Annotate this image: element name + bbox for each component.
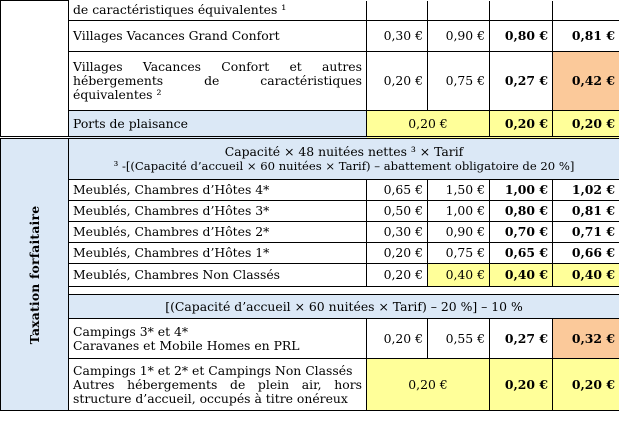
side-label: Taxation forfaitaire xyxy=(26,205,42,344)
table-row xyxy=(1,264,619,287)
table-row xyxy=(1,111,619,138)
row-label: Villages Vacances Confort et autres hébergements de caractéristiques équivalentes ² xyxy=(69,52,367,111)
row-label: Meublés, Chambres d’Hôtes 1* xyxy=(69,243,367,264)
table-row xyxy=(1,222,619,243)
table-row xyxy=(1,138,619,180)
value-cell-highlight: 0,32 € xyxy=(553,319,619,359)
row-label: Villages Vacances Grand Confort xyxy=(69,21,367,52)
table-row xyxy=(1,52,619,111)
table-row xyxy=(1,1,619,21)
row-label: Ports de plaisance xyxy=(69,111,367,138)
merged-value-cell: 0,20 € xyxy=(367,359,490,411)
value-cell: 0,81 € xyxy=(553,21,619,52)
row-label: Campings 1* et 2* et Campings Non Classés Autres hébergements de plein air, hors structure d’accueil, occupés à titre onéreux xyxy=(69,359,367,411)
value-cell: 0,20 € xyxy=(553,359,619,411)
value-cell: 0,40 € xyxy=(428,264,490,287)
value-cell: 0,20 € xyxy=(367,243,428,264)
row-label: Meublés, Chambres Non Classés xyxy=(69,264,367,287)
side-cell-forfaitaire xyxy=(1,138,69,411)
value-cell: 0,70 € xyxy=(490,222,553,243)
merged-value-cell: 0,20 € xyxy=(367,111,490,138)
table-row xyxy=(1,180,619,201)
table-row xyxy=(1,201,619,222)
row-label: Campings 3* et 4* Caravanes et Mobile Homes en PRL xyxy=(69,319,367,359)
value-cell: 0,80 € xyxy=(490,201,553,222)
table-row xyxy=(1,295,619,319)
value-cell-highlight: 0,42 € xyxy=(553,52,619,111)
row-label: Meublés, Chambres d’Hôtes 2* xyxy=(69,222,367,243)
value-cell: 0,55 € xyxy=(428,319,490,359)
value-cell: 0,40 € xyxy=(553,264,619,287)
value-cell: 0,30 € xyxy=(367,222,428,243)
table-row xyxy=(1,319,619,359)
table-row xyxy=(1,21,619,52)
spacer-row xyxy=(1,287,619,295)
row-label: de caractéristiques équivalentes ¹ xyxy=(69,1,367,21)
value-cell: 0,80 € xyxy=(490,21,553,52)
value-cell: 0,75 € xyxy=(428,243,490,264)
formula-cell xyxy=(69,138,619,180)
value-cell: 0,20 € xyxy=(553,111,619,138)
value-cell: 0,75 € xyxy=(428,52,490,111)
value-cell: 0,90 € xyxy=(428,21,490,52)
value-cell: 0,20 € xyxy=(490,111,553,138)
value-cell: 0,30 € xyxy=(367,21,428,52)
value-cell: 0,81 € xyxy=(553,201,619,222)
value-cell: 0,66 € xyxy=(553,243,619,264)
value-cell: 0,65 € xyxy=(367,180,428,201)
value-cell: 0,27 € xyxy=(490,52,553,111)
value-cell: 0,65 € xyxy=(490,243,553,264)
value-cell: 0,27 € xyxy=(490,319,553,359)
value-cell: 0,20 € xyxy=(490,359,553,411)
value-cell: 0,90 € xyxy=(428,222,490,243)
row-label: Meublés, Chambres d’Hôtes 4* xyxy=(69,180,367,201)
formula-cell-2: [(Capacité d’accueil × 60 nuitées × Tarif) – 20 %] – 10 % xyxy=(69,295,619,319)
value-cell: 1,00 € xyxy=(490,180,553,201)
side-cell-top xyxy=(1,1,69,138)
value-cell: 0,71 € xyxy=(553,222,619,243)
row-label: Meublés, Chambres d’Hôtes 3* xyxy=(69,201,367,222)
value-cell: 0,20 € xyxy=(367,319,428,359)
value-cell: 0,20 € xyxy=(367,52,428,111)
formula-line-2: ³ -[(Capacité d’accueil × 60 nuitées × Tarif) – abattement obligatoire de 20 %] xyxy=(113,159,575,173)
value-cell: 0,40 € xyxy=(490,264,553,287)
value-cell: 1,50 € xyxy=(428,180,490,201)
value-cell: 1,02 € xyxy=(553,180,619,201)
value-cell: 1,00 € xyxy=(428,201,490,222)
value-cell: 0,50 € xyxy=(367,201,428,222)
formula-line-1: Capacité × 48 nuitées nettes ³ × Tarif xyxy=(224,144,464,159)
table-row xyxy=(1,359,619,411)
value-cell: 0,20 € xyxy=(367,264,428,287)
table-row xyxy=(1,243,619,264)
